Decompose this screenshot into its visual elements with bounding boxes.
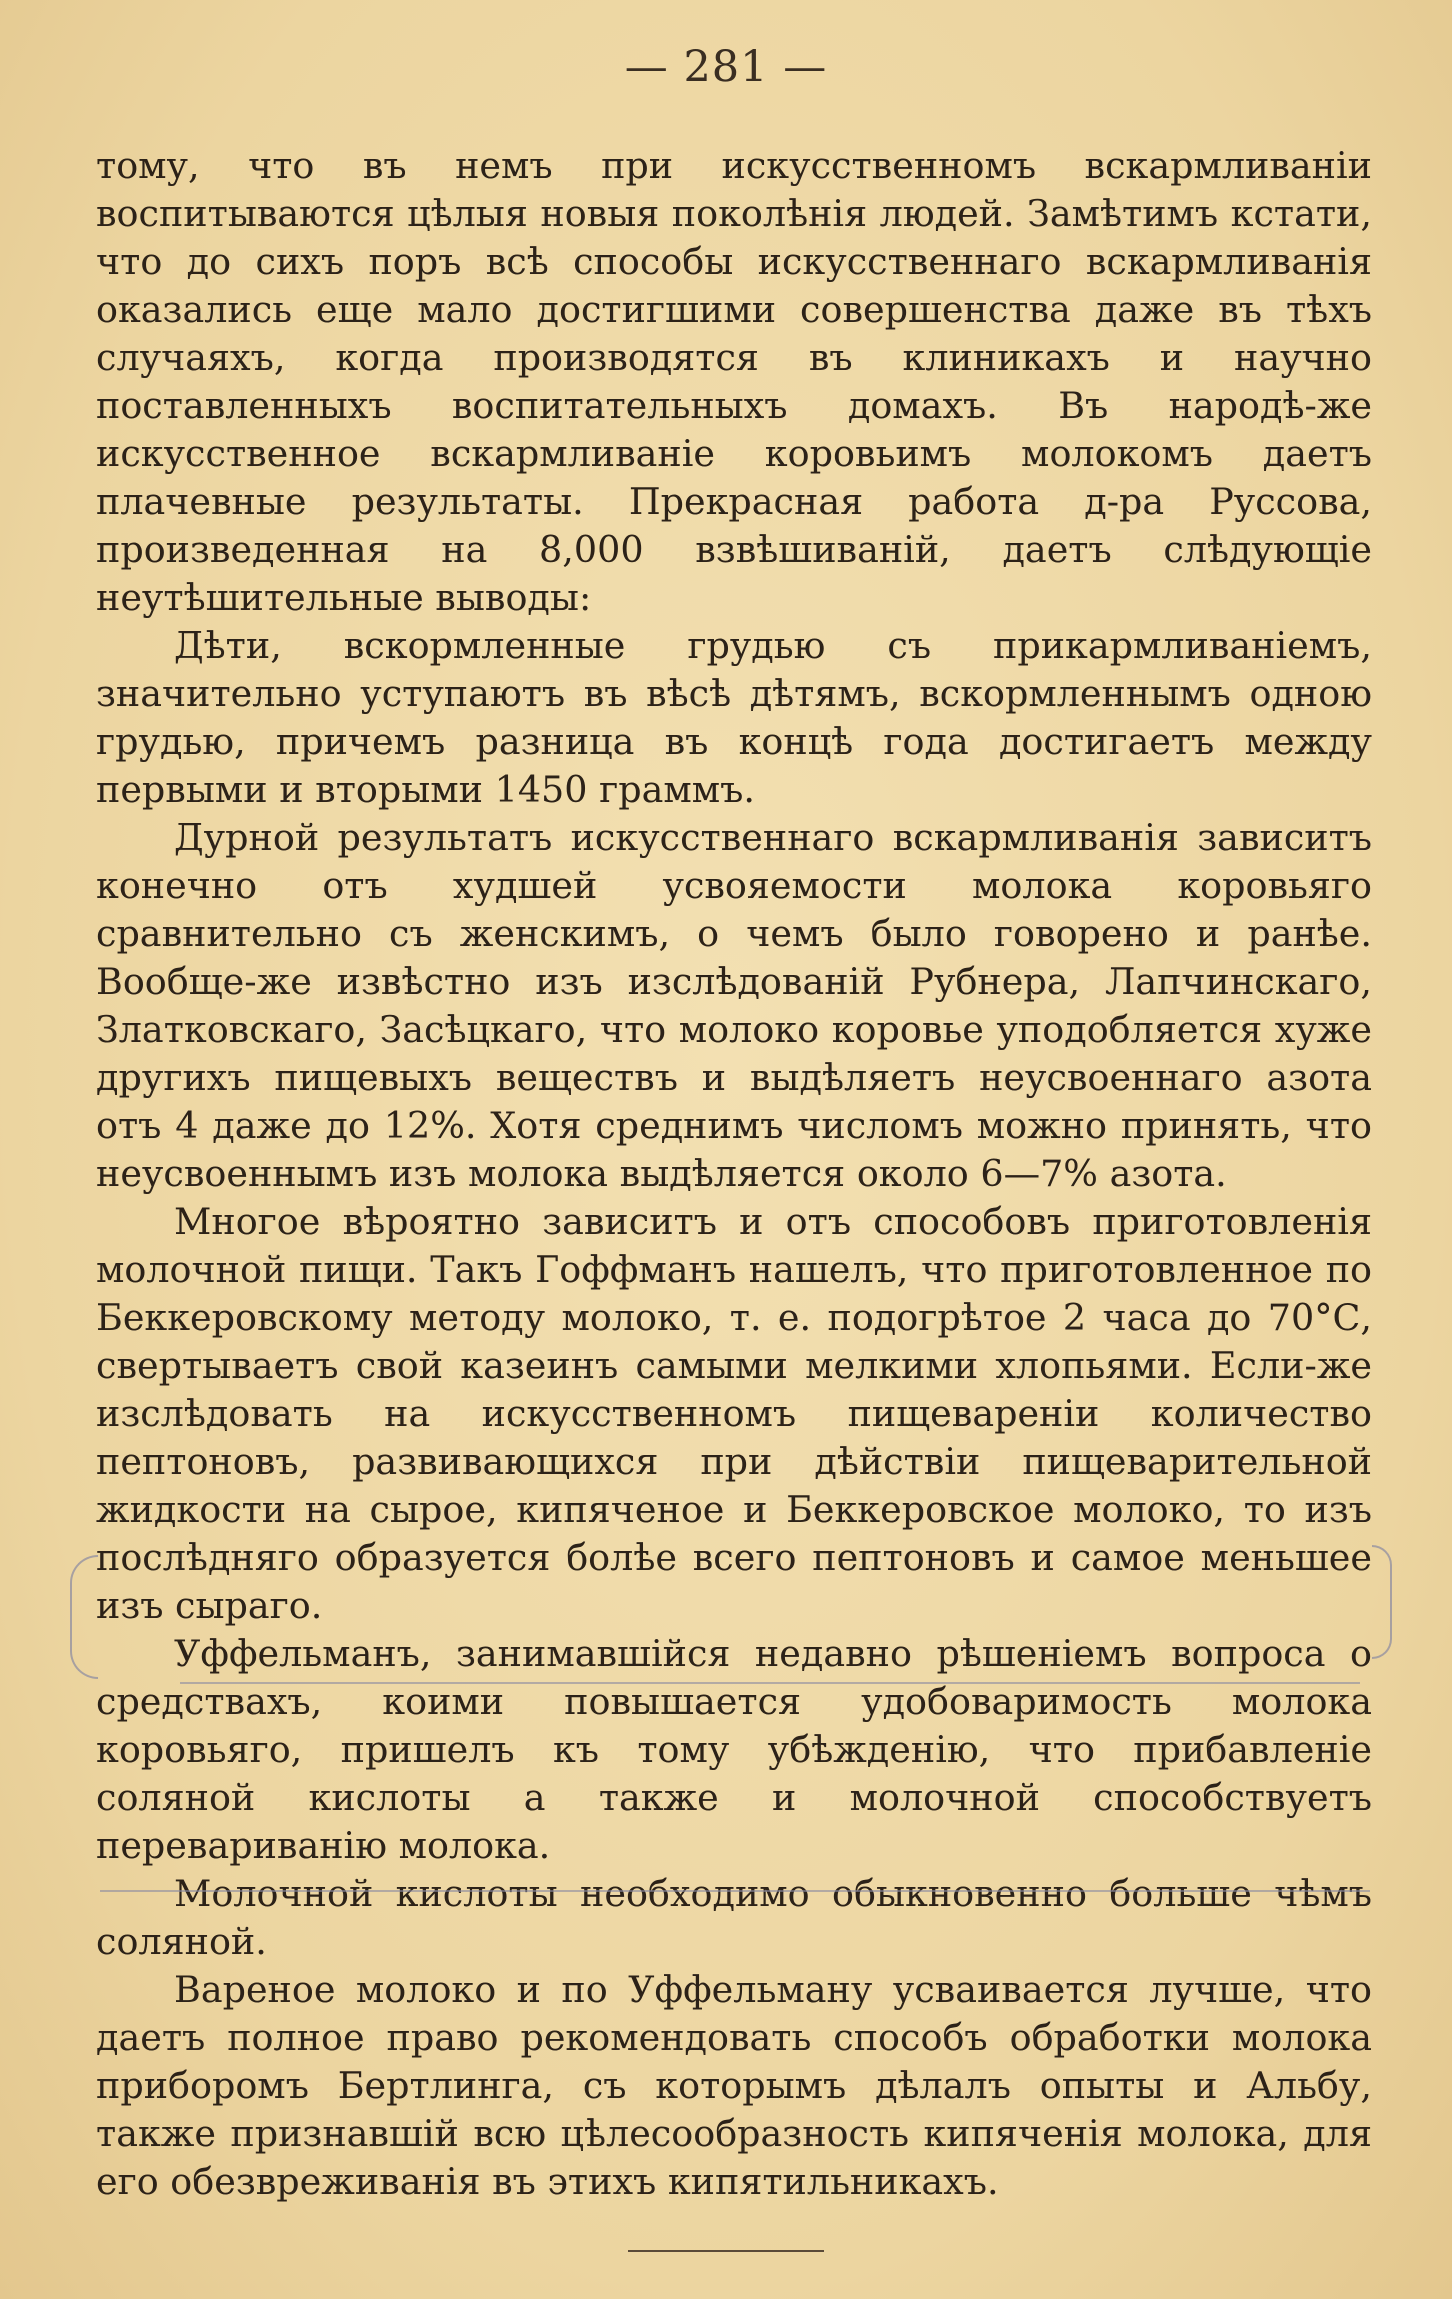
pencil-underline — [180, 1682, 1360, 1684]
bottom-rule — [628, 2250, 824, 2252]
paragraph: Дурной результатъ искусственнаго вскармливанія зависитъ конечно отъ худшей усвояемости молока коровьяго сравнительно съ женскимъ, о чемъ было говорено и ранѣе. Вообще-же извѣстно изъ изслѣдованій Рубнера, Лапчинскаго, Златковскаго, Засѣцкаго, что молоко коровье уподобляется хуже другихъ пищевыхъ веществъ и выдѣляетъ неусвоеннаго азота отъ 4 даже до 12%. Хотя среднимъ числомъ можно принять, что неусвоеннымъ изъ молока выдѣляется около 6—7% азота. — [96, 816, 1372, 1195]
paragraph: Молочной кислоты необходимо обыкновенно больше чѣмъ соляной. — [96, 1872, 1372, 1963]
paragraph: Многое вѣроятно зависитъ и отъ способовъ приготовленія молочной пищи. Такъ Гоффманъ нашелъ, что приготовленное по Беккеровскому методу молоко, т. е. подогрѣтое 2 часа до 70°С, свертываетъ свой казеинъ самыми мелкими хлопьями. Если-же изслѣдовать на искусственномъ пищевареніи количество пептоновъ, развивающихся при дѣйствіи пищеварительной жидкости на сырое, кипяченое и Беккеровское молоко, то изъ послѣдняго образуется болѣе всего пептоновъ и самое меньшее изъ сыраго. — [96, 1200, 1372, 1627]
paragraph: Вареное молоко и по Уффельману усваивается лучше, что даетъ полное право рекомендовать способъ обработки молока приборомъ Бертлинга, съ которымъ дѣлалъ опыты и Альбу, также признавшій всю цѣлесообразность кипяченія молока, для его обезвреживанія въ этихъ кипятильникахъ. — [96, 1968, 1372, 2203]
paragraph: Дѣти, вскормленные грудью съ прикармливаніемъ, значительно уступаютъ въ вѣсѣ дѣтямъ, вскормленнымъ одною грудью, причемъ разница въ концѣ года достигаетъ между первыми и вторыми 1450 граммъ. — [96, 624, 1372, 811]
paragraph: тому, что въ немъ при искусственномъ вскармливаніи воспитываются цѣлыя новыя поколѣнія людей. Замѣтимъ кстати, что до сихъ поръ всѣ способы искусственнаго вскармливанія оказались еще мало достигшими совершенства даже въ тѣхъ случаяхъ, когда производятся въ клиникахъ и научно поставленныхъ воспитательныхъ домахъ. Въ народѣ-же искусственное вскармливаніе коровьимъ молокомъ даетъ плачевные результаты. Прекрасная работа д-ра Руссова, произведенная на 8,000 взвѣшиваній, даетъ слѣдующіе неутѣшительные выводы: — [96, 144, 1372, 619]
pencil-mark-right — [1372, 1545, 1392, 1659]
pencil-underline — [100, 1890, 1370, 1892]
body-text — [96, 142, 1372, 2206]
page-number: — 281 — — [624, 42, 828, 92]
pencil-mark-left — [70, 1555, 98, 1679]
paragraph: Уффельманъ, занимавшійся недавно рѣшеніемъ вопроса о средствахъ, коими повышается удобоваримость молока коровьяго, пришелъ къ тому убѣжденію, что прибавленіе соляной кислоты а также и молочной способствуетъ перевариванію молока. — [96, 1632, 1372, 1867]
